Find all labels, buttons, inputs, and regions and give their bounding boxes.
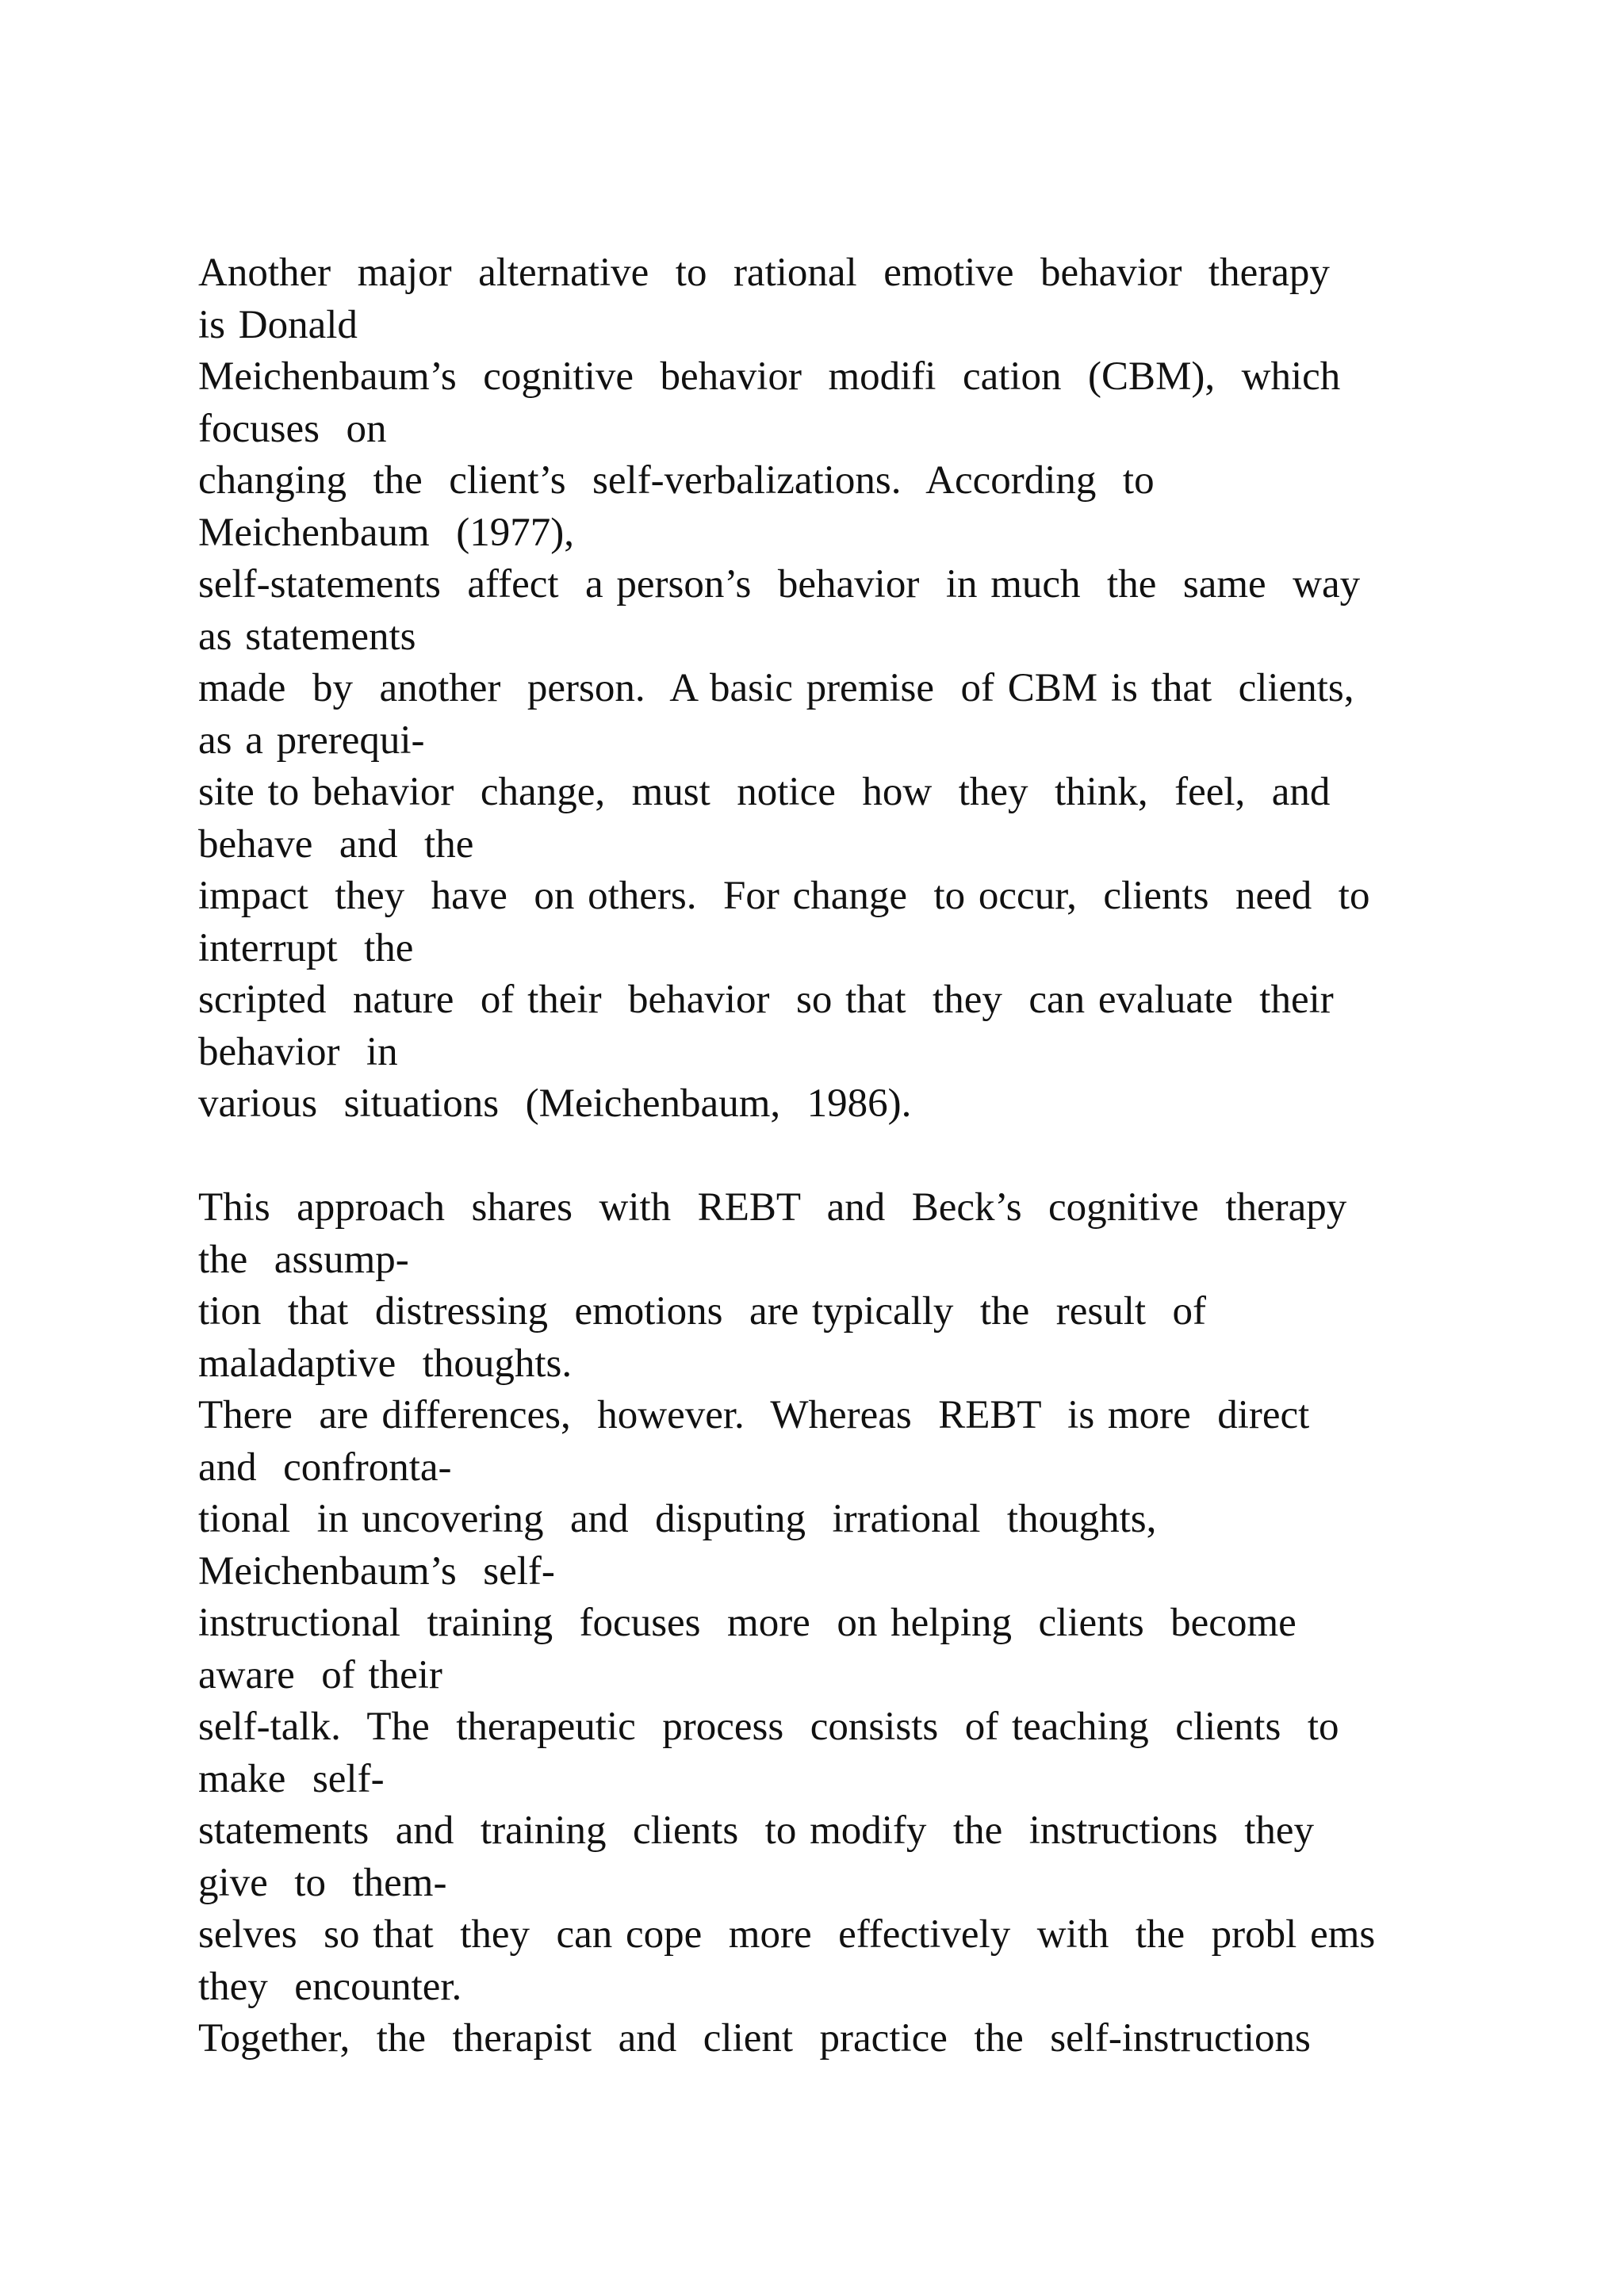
text-line: self-statements affect a person’s behavior in much the same way bbox=[198, 562, 1361, 607]
text-line: maladaptive thoughts. bbox=[198, 1341, 573, 1386]
text-line: they encounter. bbox=[198, 1964, 462, 2009]
text-line: and confronta- bbox=[198, 1445, 452, 1490]
text-line: selves so that they can cope more effectively with the probl ems bbox=[198, 1912, 1376, 1957]
text-line: impact they have on others. For change to occur, clients need to bbox=[198, 874, 1370, 918]
paragraph bbox=[198, 1182, 1467, 2065]
text-line: Meichenbaum (1977), bbox=[198, 510, 574, 555]
text-line: Meichenbaum’s self- bbox=[198, 1548, 555, 1594]
text-line: the assump- bbox=[198, 1237, 409, 1282]
text-line: behave and the bbox=[198, 821, 474, 867]
text-line: site to behavior change, must notice how they think, feel, and bbox=[198, 770, 1331, 814]
text-line: There are differences, however. Whereas REBT is more direct bbox=[198, 1393, 1310, 1437]
paragraph-gap bbox=[198, 1131, 1467, 1183]
text-line: statements and training clients to modify the instructions they bbox=[198, 1808, 1315, 1853]
text-line: various situations (Meichenbaum, 1986). bbox=[198, 1081, 912, 1126]
text-line: scripted nature of their behavior so that they can evaluate their bbox=[198, 978, 1334, 1022]
text-line: Together, the therapist and client practice the self-instructions bbox=[198, 2016, 1311, 2061]
text-line: instructional training focuses more on helping clients become bbox=[198, 1601, 1297, 1645]
text-line: behavior in bbox=[198, 1029, 398, 1074]
text-line: give to them- bbox=[198, 1860, 447, 1905]
text-line: tional in uncovering and disputing irrational thoughts, bbox=[198, 1497, 1157, 1541]
paragraph bbox=[198, 247, 1467, 1131]
text-line: as statements bbox=[198, 614, 416, 659]
text-line: Another major alternative to rational emotive behavior therapy bbox=[198, 251, 1330, 295]
text-line: make self- bbox=[198, 1756, 385, 1801]
text-line: Meichenbaum’s cognitive behavior modifi cation (CBM), which bbox=[198, 354, 1341, 399]
text-line: aware of their bbox=[198, 1652, 442, 1697]
body-text bbox=[198, 247, 1467, 2065]
text-line: focuses on bbox=[198, 406, 387, 451]
text-line: tion that distressing emotions are typically the result of bbox=[198, 1289, 1207, 1334]
text-line: changing the client’s self-verbalizations. According to bbox=[198, 458, 1155, 503]
text-line: as a prerequi- bbox=[198, 718, 425, 763]
text-line: interrupt the bbox=[198, 925, 414, 970]
text-line: made by another person. A basic premise of CBM is that clients, bbox=[198, 666, 1354, 710]
text-line: is Donald bbox=[198, 302, 358, 347]
text-line: self-talk. The therapeutic process consists of teaching clients to bbox=[198, 1705, 1339, 1749]
text-line: This approach shares with REBT and Beck’s cognitive therapy bbox=[198, 1185, 1347, 1230]
